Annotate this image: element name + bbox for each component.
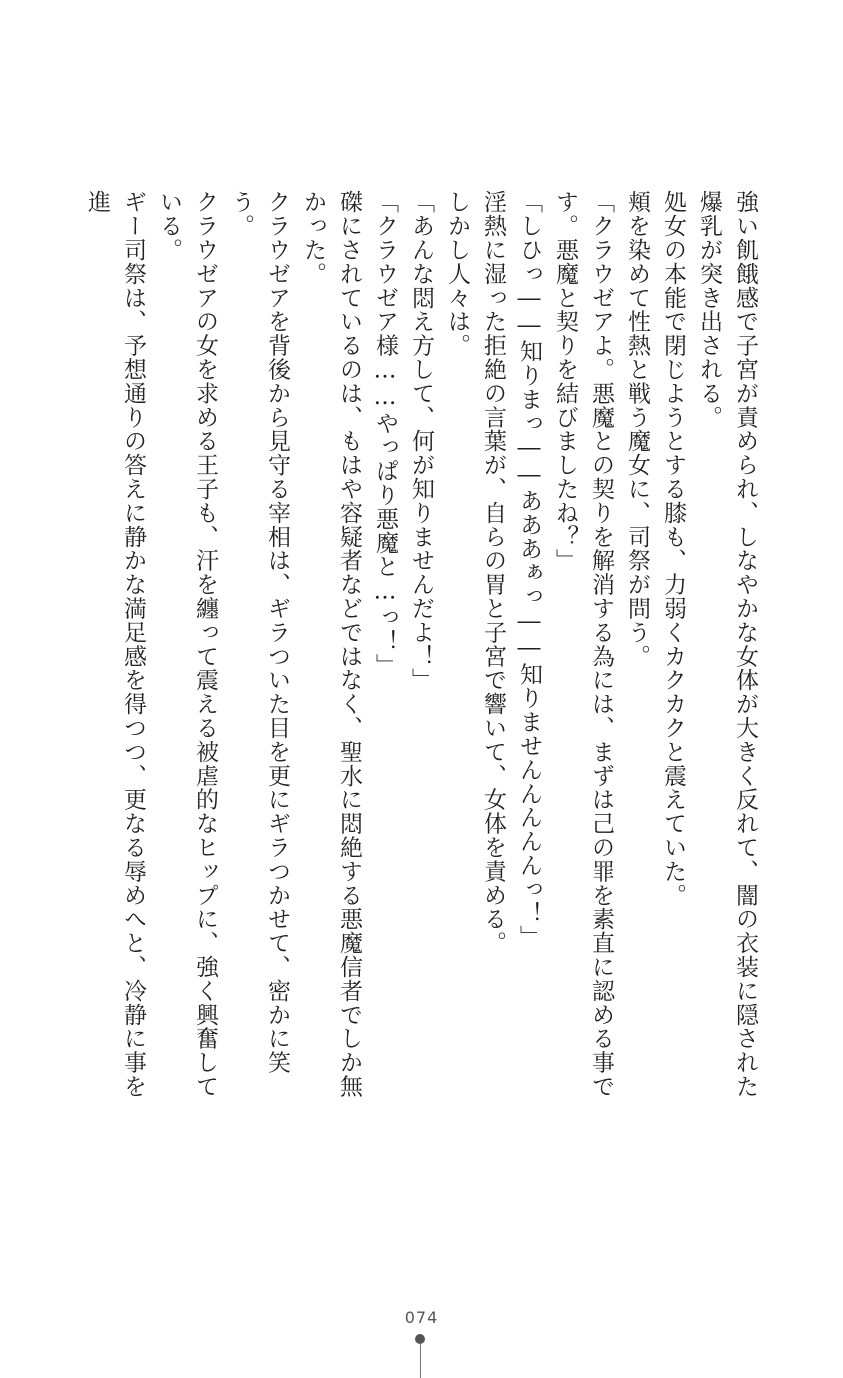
paragraph-2: 処女の本能で閉じようとする膝も、力弱くカクカクと震えていた。	[660, 190, 686, 907]
paragraph-9: 「クラウゼア様……やっぱり悪魔と…っ！」	[372, 190, 398, 677]
paragraph-5: 「しひっ――知りまっ――あああぁっ――知りませんんんんんっ！」	[516, 190, 542, 949]
paragraph-3: 頬を染めて性熱と戦う魔女に、司祭が問う。	[624, 190, 650, 668]
paragraph-12: クラウゼアの女を求める王子も、汗を纏って震える被虐的なヒップに、強く興奮している。	[156, 190, 218, 1099]
folio-line-ornament	[420, 1344, 421, 1378]
folio-dot-ornament	[415, 1334, 425, 1344]
paragraph-7: しかし人々は。	[444, 190, 470, 358]
paragraph-13: ギー司祭は、予想通りの答えに静かな満足感を得つつ、更なる辱めへと、冷静に事を進	[84, 190, 146, 1099]
paragraph-4: 「クラウゼアよ。悪魔との契りを解消する為には、まずは己の罪を素直に認める事です。悪魔と契りを結びましたね？」	[552, 190, 614, 1099]
paragraph-8: 「あんな悶え方して、何が知りませんだよ！」	[408, 190, 434, 692]
page-number: 074	[404, 1308, 439, 1327]
paragraph-10: 磔にされているのは、もはや容疑者などではなく、聖水に悶絶する悪魔信者でしか無かった。	[300, 190, 362, 1099]
body-text	[84, 190, 763, 1120]
paragraph-6: 淫熱に湿った拒絶の言葉が、自らの胃と子宮で響いて、女体を責める。	[480, 190, 506, 955]
paragraph-1: 強い飢餓感で子宮が責められ、しなやかな女体が大きく反れて、闇の衣装に隠された爆乳が突き出される。	[696, 190, 758, 1099]
paragraph-11: クラウゼアを背後から見守る宰相は、ギラついた目を更にギラつかせて、密かに笑う。	[228, 190, 290, 1075]
